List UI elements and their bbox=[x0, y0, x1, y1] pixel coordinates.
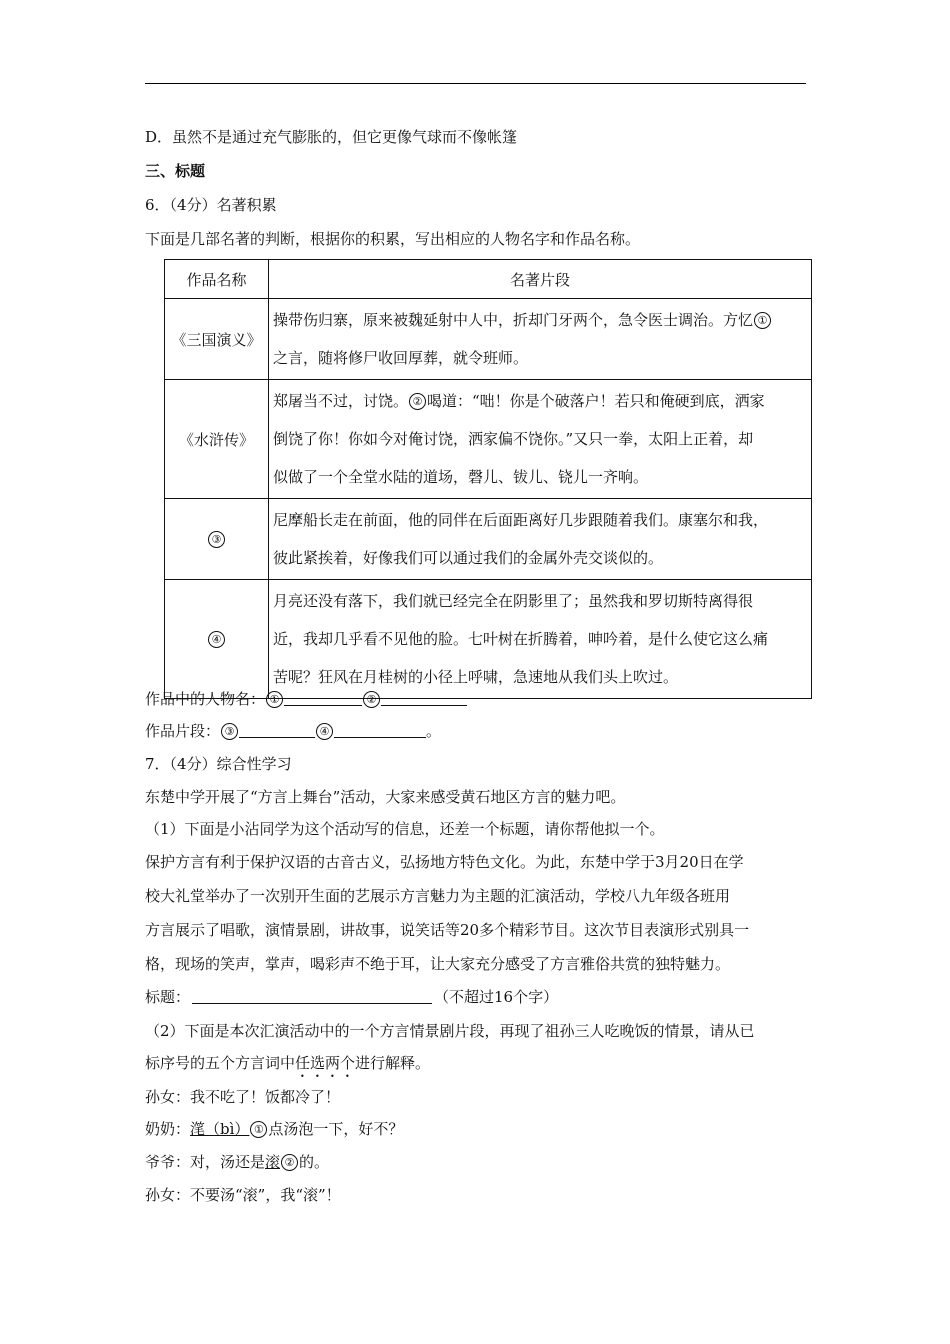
title-answer-line bbox=[145, 987, 558, 1007]
q7-intro: 东楚中学开展了“方言上舞台”活动，大家来感受黄石地区方言的魅力吧。 bbox=[145, 788, 626, 806]
work-name-cell bbox=[165, 580, 269, 699]
table-header-row bbox=[165, 260, 812, 299]
dialect-marker-1: ① bbox=[250, 1121, 267, 1138]
q6-instruction: 下面是几部名著的判断，根据你的积累，写出相应的人物名字和作品名称。 bbox=[145, 230, 641, 248]
dialogue-speaker: 爷爷：对，汤还是 bbox=[145, 1153, 266, 1171]
answer-blank-3[interactable] bbox=[239, 723, 315, 738]
excerpt-line: 彼此紧挨着，好像我们可以通过我们的金属外壳交谈似的。 bbox=[273, 549, 664, 567]
passage-line: 格，现场的笑声，掌声，喝彩声不绝于耳，让大家充分感受了方言雅俗共赏的独特魅力。 bbox=[145, 955, 731, 973]
work-name-cell: 《三国演义》 bbox=[165, 299, 269, 380]
title-limit: （不超过16个字） bbox=[434, 988, 559, 1006]
excerpt-line: 郑屠当不过，讨饶。 bbox=[273, 392, 409, 410]
part2-emphasis: 任选两个 bbox=[295, 1054, 356, 1072]
answer-works-line bbox=[145, 721, 441, 741]
excerpt-line: 操带伤归寨，原来被魏延射中人中，折却门牙两个，急令医士调治。方忆 bbox=[273, 311, 754, 329]
dialogue-line-grandpa bbox=[145, 1152, 329, 1172]
excerpt-line: 似做了一个全堂水陆的道场，磬儿、钹儿、铙儿一齐响。 bbox=[273, 468, 649, 486]
dialogue-speaker: 奶奶： bbox=[145, 1120, 191, 1138]
answer-marker-2: ② bbox=[363, 691, 380, 708]
blank-marker-4: ④ bbox=[208, 631, 225, 648]
dialogue-text: 点汤泡一下，好不？ bbox=[268, 1120, 404, 1138]
blank-marker-3: ③ bbox=[208, 531, 225, 548]
table-row bbox=[165, 580, 812, 699]
answer-marker-1: ① bbox=[266, 691, 283, 708]
excerpt-cell bbox=[269, 299, 812, 380]
answer-marker-3: ③ bbox=[221, 723, 238, 740]
q6-title: 6．（4分）名著积累 bbox=[145, 196, 277, 214]
q7-part2-line1: （2）下面是本次汇演活动中的一个方言情景剧片段，再现了祖孙三人吃晚饭的情景，请从已 bbox=[145, 1022, 755, 1040]
excerpt-line: 喝道：“咄！你是个破落户！若只和俺硬到底，洒家 bbox=[427, 392, 765, 410]
header-rule bbox=[145, 83, 806, 84]
work-name-cell: 《水浒传》 bbox=[165, 380, 269, 499]
part2-text: 标序号的五个方言词中 bbox=[145, 1054, 296, 1072]
answer-end: 。 bbox=[426, 722, 442, 740]
answer-blank-1[interactable] bbox=[284, 691, 362, 706]
answer-works-label: 作品片段： bbox=[145, 722, 221, 740]
answer-blank-4[interactable] bbox=[334, 723, 426, 738]
q7-part2-line2 bbox=[145, 1053, 430, 1081]
passage-line: 方言展示了唱歌，演情景剧，讲故事，说笑话等20多个精彩节目。这次节目表演形式别具一 bbox=[145, 921, 750, 939]
table-row bbox=[165, 299, 812, 380]
dialogue-line-grandma bbox=[145, 1119, 403, 1139]
passage-line: 保护方言有利于保护汉语的古音古义，弘扬地方特色文化。为此，东楚中学于3月20日在学 bbox=[145, 853, 744, 871]
table-row bbox=[165, 380, 812, 499]
excerpt-line: 之言，随将修尸收回厚葬，就令班师。 bbox=[273, 349, 529, 367]
excerpt-cell bbox=[269, 580, 812, 699]
dialogue-line-granddaughter: 孙女：我不吃了！饭都冷了！ bbox=[145, 1088, 341, 1106]
blank-marker-1: ① bbox=[754, 312, 771, 329]
header-work-name: 作品名称 bbox=[165, 260, 269, 299]
excerpt-cell bbox=[269, 380, 812, 499]
answer-people-line bbox=[145, 689, 467, 709]
section-title: 三、标题 bbox=[145, 162, 206, 180]
option-d: D．虽然不是通过充气膨胀的，但它更像气球而不像帐篷 bbox=[145, 128, 518, 146]
header-excerpt: 名著片段 bbox=[269, 260, 812, 299]
answer-people-label: 作品中的人物名： bbox=[145, 690, 266, 708]
excerpt-line: 苦呢？狂风在月桂树的小径上呼啸，急速地从我们头上吹过。 bbox=[273, 668, 679, 686]
passage-line: 校大礼堂举办了一次别开生面的艺展示方言魅力为主题的汇演活动，学校八九年级各班用 bbox=[145, 887, 731, 905]
q7-title: 7．（4分）综合性学习 bbox=[145, 755, 292, 773]
blank-marker-2: ② bbox=[409, 393, 426, 410]
excerpt-line: 近，我却几乎看不见他的脸。七叶树在折腾着，呻吟着，是什么使它这么痛 bbox=[273, 630, 769, 648]
dialect-word-1: 滗（bì） bbox=[190, 1120, 250, 1138]
table-row bbox=[165, 499, 812, 580]
excerpt-line: 月亮还没有落下，我们就已经完全在阴影里了；虽然我和罗切斯特离得很 bbox=[273, 592, 754, 610]
answer-marker-4: ④ bbox=[316, 723, 333, 740]
title-label: 标题： bbox=[145, 988, 191, 1006]
answer-blank-2[interactable] bbox=[381, 691, 467, 706]
works-table bbox=[164, 259, 812, 699]
excerpt-line: 倒饶了你！你如今对俺讨饶，洒家偏不饶你。”又只一拳，太阳上正着，却 bbox=[273, 430, 754, 448]
dialogue-text: 的。 bbox=[299, 1153, 330, 1171]
excerpt-cell bbox=[269, 499, 812, 580]
excerpt-line: 尼摩船长走在前面，他的同伴在后面距离好几步跟随着我们。康塞尔和我， bbox=[273, 511, 769, 529]
title-answer-blank[interactable] bbox=[192, 989, 432, 1004]
work-name-cell bbox=[165, 499, 269, 580]
dialect-word-2: 滚 bbox=[265, 1153, 281, 1171]
q7-part1: （1）下面是小沾同学为这个活动写的信息，还差一个标题，请你帮他拟一个。 bbox=[145, 820, 665, 838]
dialect-marker-2: ② bbox=[281, 1154, 298, 1171]
part2-text: 进行解释。 bbox=[355, 1054, 431, 1072]
dialogue-line-granddaughter-2: 孙女：不要汤“滚”，我“滚”！ bbox=[145, 1186, 341, 1204]
